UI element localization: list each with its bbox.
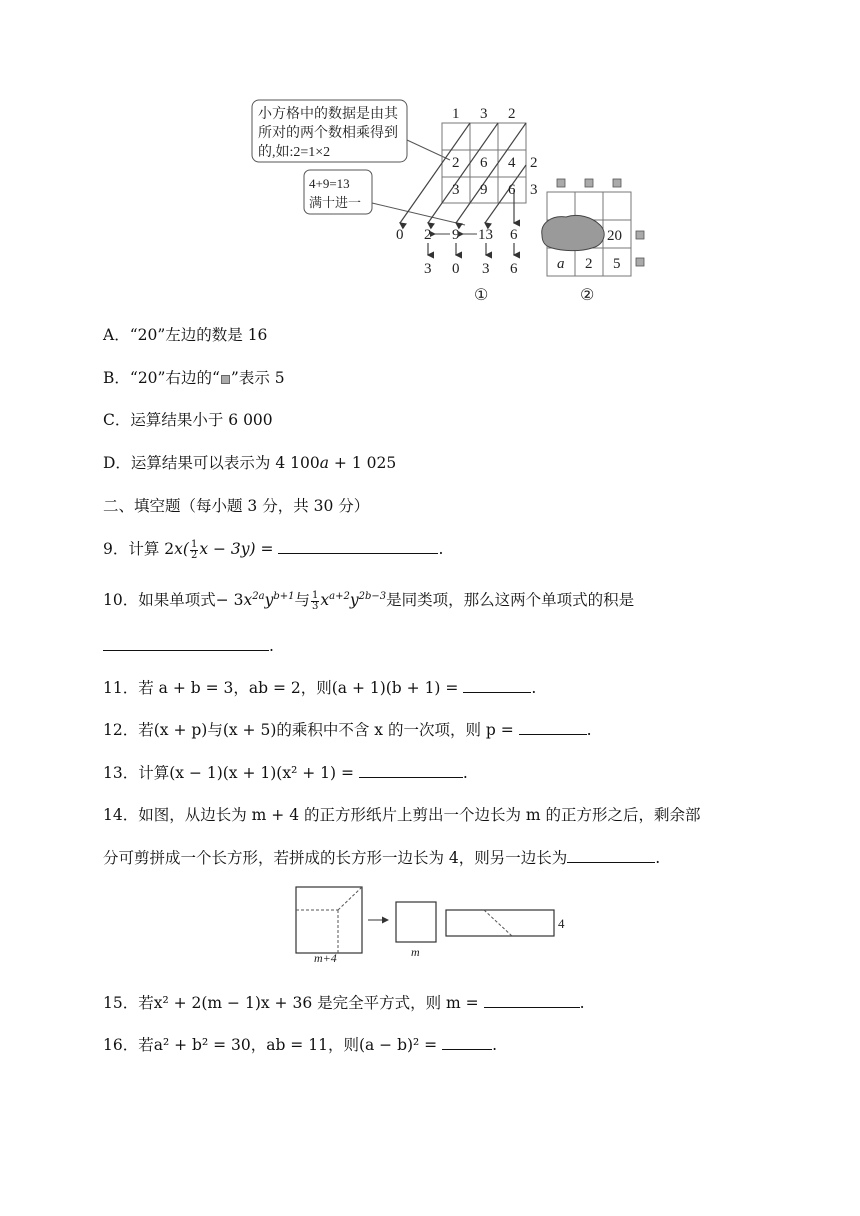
small-square <box>396 902 436 942</box>
cell-value: 6 <box>508 182 516 198</box>
figure2-top-squares <box>557 179 621 187</box>
top-digit: 3 <box>480 106 488 122</box>
question-15 <box>103 991 585 1013</box>
cell-20: 20 <box>607 228 622 244</box>
callout-carry-line2: 满十进一 <box>309 195 362 210</box>
answer-blank[interactable] <box>567 848 655 863</box>
q12-end: . <box>586 721 592 739</box>
small-square-icon <box>221 375 230 384</box>
q14-line2-text: 分可剪拼成一个长方形，若拼成的长方形一边长为 4，则另一边长为 <box>103 849 568 867</box>
option-d-post: + 1 025 <box>328 454 397 472</box>
ink-blot-shape <box>542 215 604 250</box>
question-13 <box>103 761 468 783</box>
sum-digit: 6 <box>510 227 518 243</box>
result-digit: 0 <box>452 261 460 277</box>
question-14-line2 <box>103 846 660 868</box>
q16-end: . <box>492 1036 498 1054</box>
label-m: m <box>411 945 420 959</box>
cell-2: 2 <box>585 256 593 272</box>
question-9 <box>103 537 443 561</box>
big-square <box>296 887 362 953</box>
cell-a: a <box>557 256 565 272</box>
result-digit: 3 <box>424 261 432 277</box>
q14-end: . <box>655 849 661 867</box>
top-digit: 1 <box>452 106 460 122</box>
sum-digit: 2 <box>424 227 432 243</box>
cell-value: 6 <box>480 155 488 171</box>
cell-value: 2 <box>452 155 460 171</box>
lattice-multiplication-figure <box>240 95 660 305</box>
callout-carry-line1: 4+9=13 <box>309 176 350 191</box>
cell-value: 3 <box>452 182 460 198</box>
q10-term1: $x^{2a}y^{b+1}$ <box>243 590 295 609</box>
sum-digit: 0 <box>396 227 404 243</box>
q10-term2: $x^{a+2}y^{2b-3}$ <box>320 590 387 609</box>
label-4: 4 <box>558 916 565 931</box>
option-b <box>103 366 285 388</box>
top-digit: 2 <box>508 106 516 122</box>
sum-digit: 13 <box>478 227 493 243</box>
option-b-post: ”表示 5 <box>230 369 285 387</box>
square-cut-figure <box>290 882 580 964</box>
answer-blank[interactable] <box>278 539 438 554</box>
result-digit: 3 <box>482 261 490 277</box>
option-c: C．运算结果小于 6 000 <box>103 411 273 429</box>
question-14-line1: 14．如图，从边长为 m + 4 的正方形纸片上剪出一个边长为 m 的正方形之后，剩余部 <box>103 806 701 824</box>
q13-end: . <box>462 764 468 782</box>
q11-end: . <box>531 679 537 697</box>
cell-value: 9 <box>480 182 488 198</box>
option-b-pre: B．“20”右边的“ <box>103 369 220 387</box>
q16-text: 16．若a² + b² = 30，ab = 11，则(a − b)² = <box>103 1036 438 1054</box>
question-10-blank-line <box>103 636 274 655</box>
question-10 <box>103 588 634 612</box>
q9-frac-num: 1 <box>190 538 198 550</box>
q15-text: 15．若x² + 2(m − 1)x + 36 是完全平方式，则 m = <box>103 994 479 1012</box>
answer-blank[interactable] <box>519 720 587 735</box>
q11-text: 11．若 a + b = 3，ab = 2，则(a + 1)(b + 1) = <box>103 679 459 697</box>
option-a: A．“20”左边的数是 16 <box>103 326 268 344</box>
section-heading: 二、填空题（每小题 3 分，共 30 分） <box>103 497 370 515</box>
figure2-label: ② <box>580 287 595 304</box>
q9-frac-den: 2 <box>190 549 198 561</box>
q9-tail: x − 3y) = <box>199 540 274 558</box>
option-d <box>103 451 396 473</box>
answer-blank[interactable] <box>103 636 269 651</box>
q9-end: . <box>438 540 444 558</box>
answer-blank[interactable] <box>463 678 531 693</box>
q13-text: 13．计算(x − 1)(x + 1)(x² + 1) = <box>103 764 354 782</box>
question-11 <box>103 676 536 698</box>
q10-end: . <box>269 637 274 655</box>
callout-rule-line2: 所对的两个数相乘得到 <box>258 126 398 141</box>
question-16 <box>103 1033 497 1055</box>
answer-blank[interactable] <box>359 763 463 778</box>
cell-value: 4 <box>508 155 516 171</box>
option-d-var: a <box>319 454 329 472</box>
sum-digit: 9 <box>452 227 460 243</box>
answer-blank[interactable] <box>442 1035 492 1050</box>
question-12 <box>103 718 592 740</box>
result-digit: 6 <box>510 261 518 277</box>
figure1-label: ① <box>474 287 489 304</box>
cell-5: 5 <box>613 256 621 272</box>
label-m-plus-4: m+4 <box>314 951 337 964</box>
q9-pre: 9．计算 2 <box>103 540 175 558</box>
q15-end: . <box>579 994 585 1012</box>
callout-rule-line1: 小方格中的数据是由其 <box>258 107 398 122</box>
right-digit: 2 <box>530 155 538 171</box>
answer-blank[interactable] <box>484 993 580 1008</box>
q9-fraction <box>190 540 198 561</box>
right-digit: 3 <box>530 182 538 198</box>
q10-fraction: $\frac{1}{3}$ <box>312 589 319 612</box>
callout-rule-line3: 的,如:2=1×2 <box>258 145 331 160</box>
long-rectangle <box>446 910 554 936</box>
q10-post: 是同类项，那么这两个单项式的积是 <box>386 591 635 609</box>
q9-body: x( <box>174 540 189 558</box>
option-d-pre: D．运算结果可以表示为 4 100 <box>103 454 320 472</box>
q10-mid: 与 <box>294 591 311 609</box>
figure2-side-squares <box>636 231 644 266</box>
q12-text: 12．若(x + p)与(x + 5)的乘积中不含 x 的一次项，则 p = <box>103 721 514 739</box>
q10-pre: 10．如果单项式− 3 <box>103 591 244 609</box>
